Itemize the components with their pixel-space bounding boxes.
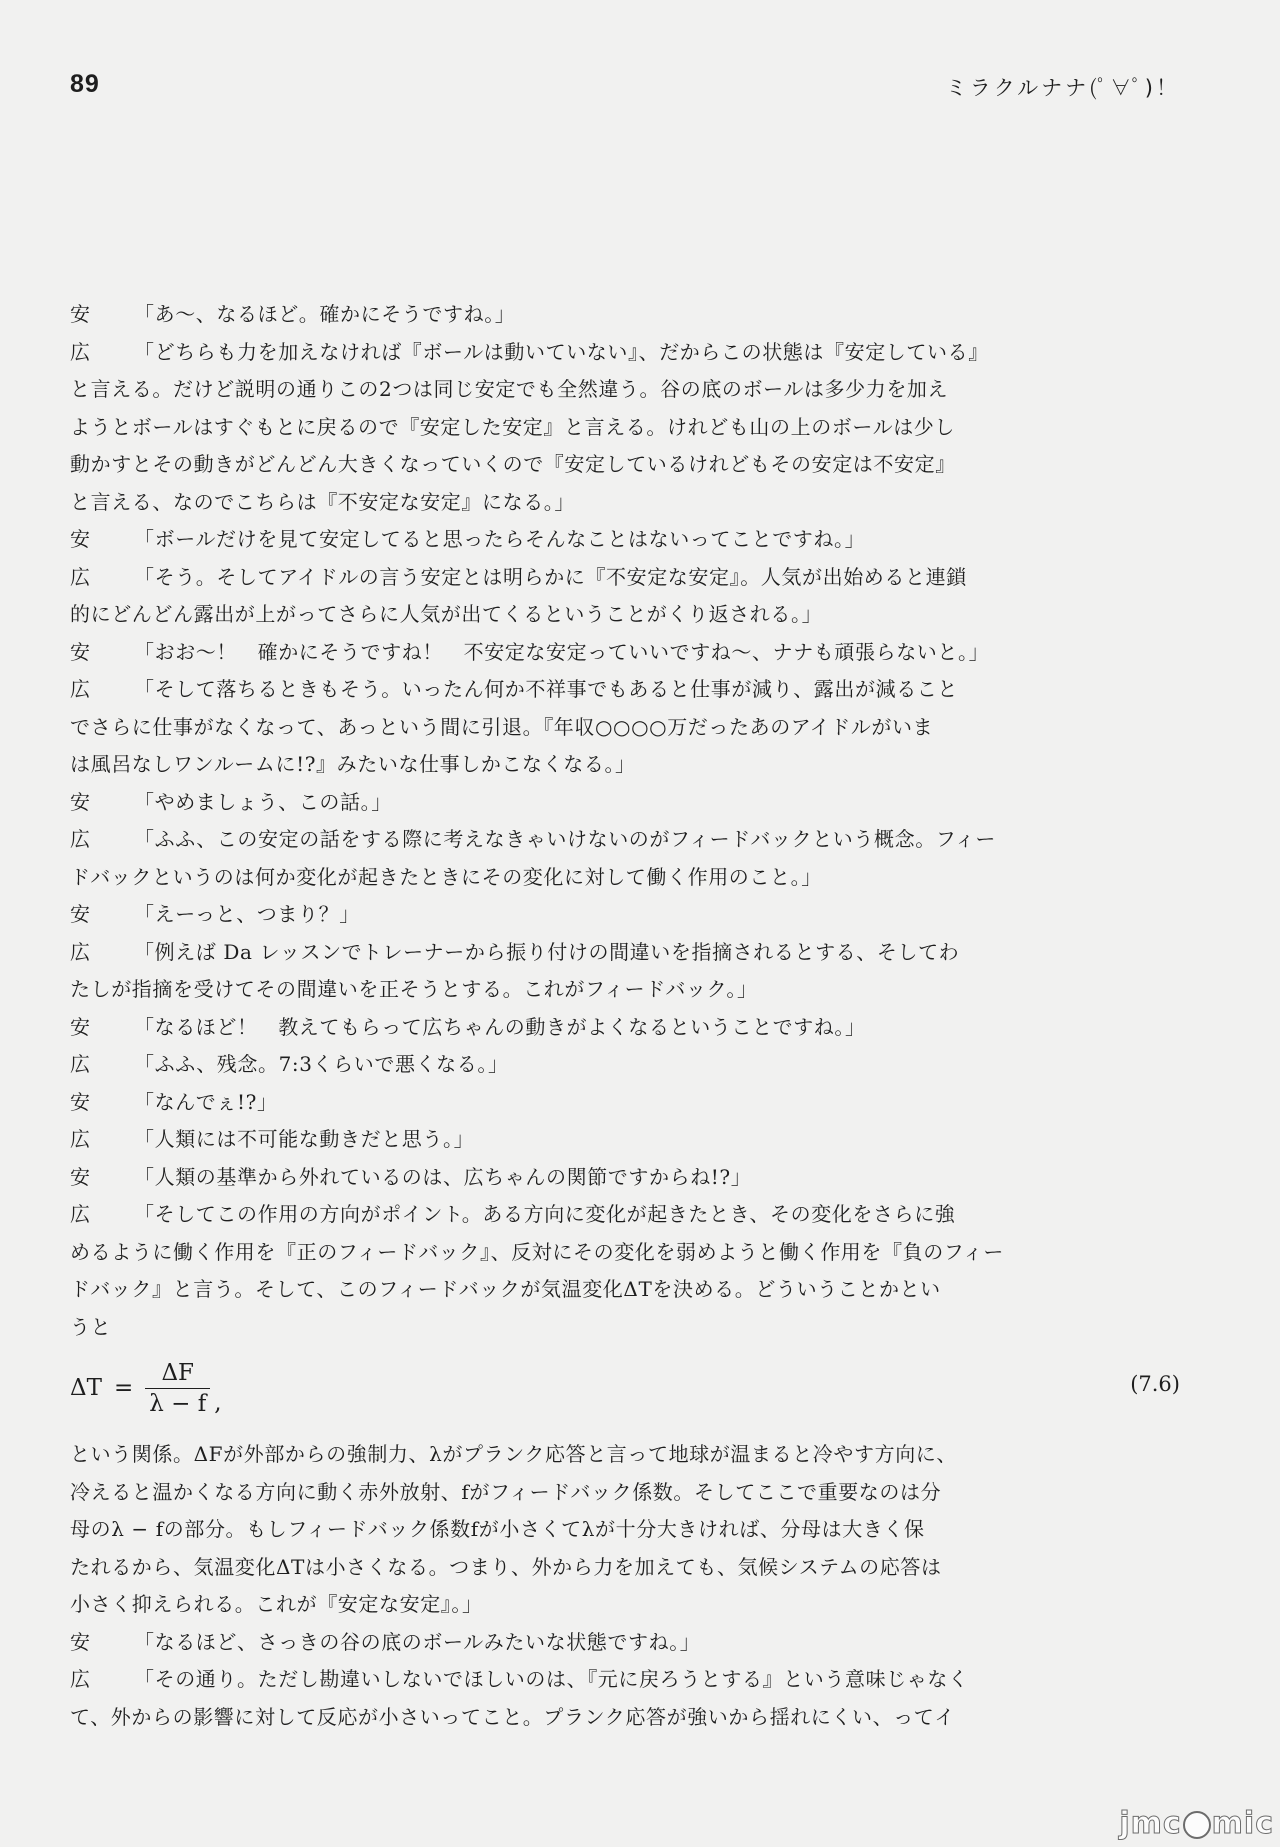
dialogue-line	[70, 1196, 992, 1234]
dialogue-continuation-line	[70, 859, 992, 897]
dialogue-line	[70, 1046, 992, 1084]
speaker-label: 広	[70, 339, 91, 364]
dialogue-line	[70, 1661, 992, 1699]
speaker-label: 安	[70, 789, 91, 814]
dialogue-continuation-line	[70, 1699, 992, 1737]
line-text: 「やめましょう、この話。」	[134, 789, 392, 814]
body-text	[70, 296, 1180, 1736]
line-text: 「なるほど、さっきの谷の底のボールみたいな状態ですね。」	[134, 1629, 701, 1654]
dialogue-line	[70, 334, 992, 372]
dialogue-continuation-line	[70, 1309, 992, 1347]
dialogue-line	[70, 1121, 992, 1159]
line-text: 小さく抑えられる。これが『安定な安定』。」	[70, 1592, 483, 1616]
line-text: ドバック』と言う。そして、このフィードバックが気温変化ΔTを決める。どういうことかとい	[70, 1277, 941, 1301]
dialogue-line	[70, 296, 992, 334]
dialogue-continuation-line	[70, 446, 992, 484]
speaker-label: 広	[70, 1202, 91, 1226]
dialogue-line	[70, 896, 992, 934]
line-text: 冷えると温かくなる方向に動く赤外放射、fがフィードバック係数。そしてここで重要なのは分	[70, 1479, 942, 1504]
line-text: 「なるほど！ 教えてもらって広ちゃんの動きがよくなるということですね。」	[134, 1014, 866, 1039]
line-text: 「人類には不可能な動きだと思う。」	[134, 1127, 475, 1151]
dialogue-continuation-line	[70, 371, 992, 409]
line-text: 「ボールだけを見て安定してると思ったらそんなことはないってことですね。」	[134, 527, 866, 551]
line-text: 「えーっと、つまり？」	[134, 902, 360, 926]
dialogue-block-before	[70, 296, 1004, 1346]
line-text: 「そう。そしてアイドルの言う安定とは明らかに『不安定な安定』。人気が出始めると連鎖	[134, 564, 967, 589]
dialogue-line	[70, 1084, 992, 1122]
speaker-label: 広	[70, 827, 91, 851]
line-text: と言える、なのでこちらは『不安定な安定』になる。」	[70, 489, 575, 514]
line-text: 「おお〜！ 確かにそうですね！ 不安定な安定っていいですね〜、ナナも頑張らないと。」	[134, 639, 990, 664]
speaker-label: 広	[70, 564, 91, 589]
dialogue-continuation-line	[70, 596, 992, 634]
dialogue-continuation-line	[70, 971, 992, 1009]
equation-fraction	[145, 1360, 210, 1417]
equation-comma: ,	[214, 1390, 222, 1416]
dialogue-continuation-line	[70, 1549, 992, 1587]
speaker-label: 安	[70, 1629, 91, 1654]
running-head: ミラクルナナ(ﾟ∀ﾟ)！	[945, 76, 1180, 100]
line-text: という関係。ΔFが外部からの強制力、λがプランク応答と言って地球が温まると冷やす方向に、	[70, 1442, 957, 1466]
line-text: 「なんでぇ!?」	[134, 1089, 278, 1114]
line-text: と言える。だけど説明の通りこの2つは同じ安定でも全然違う。谷の底のボールは多少力を加え	[70, 377, 949, 401]
speaker-label: 安	[70, 302, 91, 326]
line-text: 母のλ − fの部分。もしフィードバック係数fが小さくてλが十分大きければ、分母は大きく保	[70, 1517, 925, 1541]
line-text: 動かすとその動きがどんどん大きくなっていくので『安定しているけれどもその安定は不安定』	[70, 452, 956, 476]
equation-denominator: λ − f	[149, 1390, 207, 1417]
watermark-logo-icon	[1183, 1811, 1211, 1839]
line-text: 「そしてこの作用の方向がポイント。ある方向に変化が起きたとき、その変化をさらに強	[134, 1202, 956, 1226]
dialogue-line	[70, 1009, 992, 1047]
watermark	[1119, 1806, 1274, 1841]
dialogue-continuation-line	[70, 1271, 992, 1309]
line-text: て、外からの影響に対して反応が小さいってこと。プランク応答が強いから揺れにくい、ってイ	[70, 1704, 955, 1729]
line-text: うと	[70, 1314, 112, 1339]
speaker-label: 安	[70, 902, 91, 926]
dialogue-continuation-line	[70, 484, 992, 522]
equation-number: (7.6)	[1130, 1372, 1180, 1396]
watermark-text-right: mic	[1211, 1806, 1274, 1841]
dialogue-continuation-line	[70, 1474, 992, 1512]
speaker-label: 安	[70, 639, 91, 664]
speaker-label: 広	[70, 1667, 91, 1691]
line-text: 「ふふ、残念。7:3くらいで悪くなる。」	[134, 1052, 509, 1076]
equation-7-6	[70, 1350, 1180, 1430]
dialogue-line	[70, 559, 992, 597]
speaker-label: 安	[70, 1014, 91, 1039]
line-text: ようとボールはすぐもとに戻るので『安定した安定』と言える。けれども山の上のボールは少し	[70, 414, 955, 439]
dialogue-line	[70, 521, 992, 559]
dialogue-continuation-line	[70, 1511, 992, 1549]
line-text: は風呂なしワンルームに!?』みたいな仕事しかこなくなる。」	[70, 752, 636, 776]
line-text: めるように働く作用を『正のフィードバック』、反対にその変化を弱めようと働く作用を『負のフィー	[70, 1239, 1004, 1264]
line-text: 「そして落ちるときもそう。いったん何か不祥事でもあると仕事が減り、露出が減ること	[134, 677, 958, 701]
equation-lhs: ΔT	[70, 1375, 102, 1401]
line-text: 「どちらも力を加えなければ『ボールは動いていない』、だからこの状態は『安定している』	[134, 339, 989, 364]
speaker-label: 広	[70, 1127, 91, 1151]
equation-equals: =	[113, 1375, 134, 1401]
line-text: たしが指摘を受けてその間違いを正そうとする。これがフィードバック。」	[70, 977, 758, 1001]
dialogue-continuation-line	[70, 709, 992, 747]
watermark-text-left: jmc	[1119, 1806, 1182, 1841]
line-text: 「その通り。ただし勘違いしないでほしいのは、『元に戻ろうとする』という意味じゃなく	[134, 1667, 969, 1691]
dialogue-line	[70, 1624, 992, 1662]
speaker-label: 広	[70, 677, 91, 701]
dialogue-block-after	[70, 1436, 992, 1736]
line-text: 的にどんどん露出が上がってさらに人気が出てくるということがくり返される。」	[70, 602, 823, 626]
line-text: 「人類の基準から外れているのは、広ちゃんの関節ですからね!?」	[134, 1164, 752, 1189]
page-number: 89	[70, 70, 100, 98]
speaker-label: 安	[70, 527, 91, 551]
speaker-label: 安	[70, 1164, 91, 1189]
equation-numerator: ΔF	[161, 1359, 195, 1386]
dialogue-continuation-line	[70, 1234, 1004, 1272]
dialogue-continuation-line	[70, 746, 992, 784]
dialogue-line	[70, 821, 996, 859]
dialogue-line	[70, 934, 992, 972]
dialogue-continuation-line	[70, 409, 992, 447]
line-text: 「例えば Da レッスンでトレーナーから振り付けの間違いを指摘されるとする、そしてわ	[134, 939, 960, 964]
dialogue-line	[70, 671, 992, 709]
speaker-label: 安	[70, 1089, 91, 1114]
dialogue-continuation-line	[70, 1436, 992, 1474]
line-text: たれるから、気温変化ΔTは小さくなる。つまり、外から力を加えても、気候システムの応答は	[70, 1554, 942, 1579]
speaker-label: 広	[70, 939, 91, 964]
line-text: 「あ〜、なるほど。確かにそうですね。」	[134, 302, 516, 326]
line-text: でさらに仕事がなくなって、あっという間に引退。『年収○○○○万だったあのアイドルがいま	[70, 714, 934, 739]
dialogue-line	[70, 634, 992, 672]
dialogue-line	[70, 784, 992, 822]
dialogue-line	[70, 1159, 992, 1197]
line-text: ドバックというのは何か変化が起きたときにその変化に対して働く作用のこと。」	[70, 864, 822, 889]
speaker-label: 広	[70, 1052, 91, 1076]
equation-body	[70, 1354, 222, 1422]
line-text: 「ふふ、この安定の話をする際に考えなきゃいけないのがフィードバックという概念。フィー	[134, 827, 996, 851]
dialogue-continuation-line	[70, 1586, 992, 1624]
